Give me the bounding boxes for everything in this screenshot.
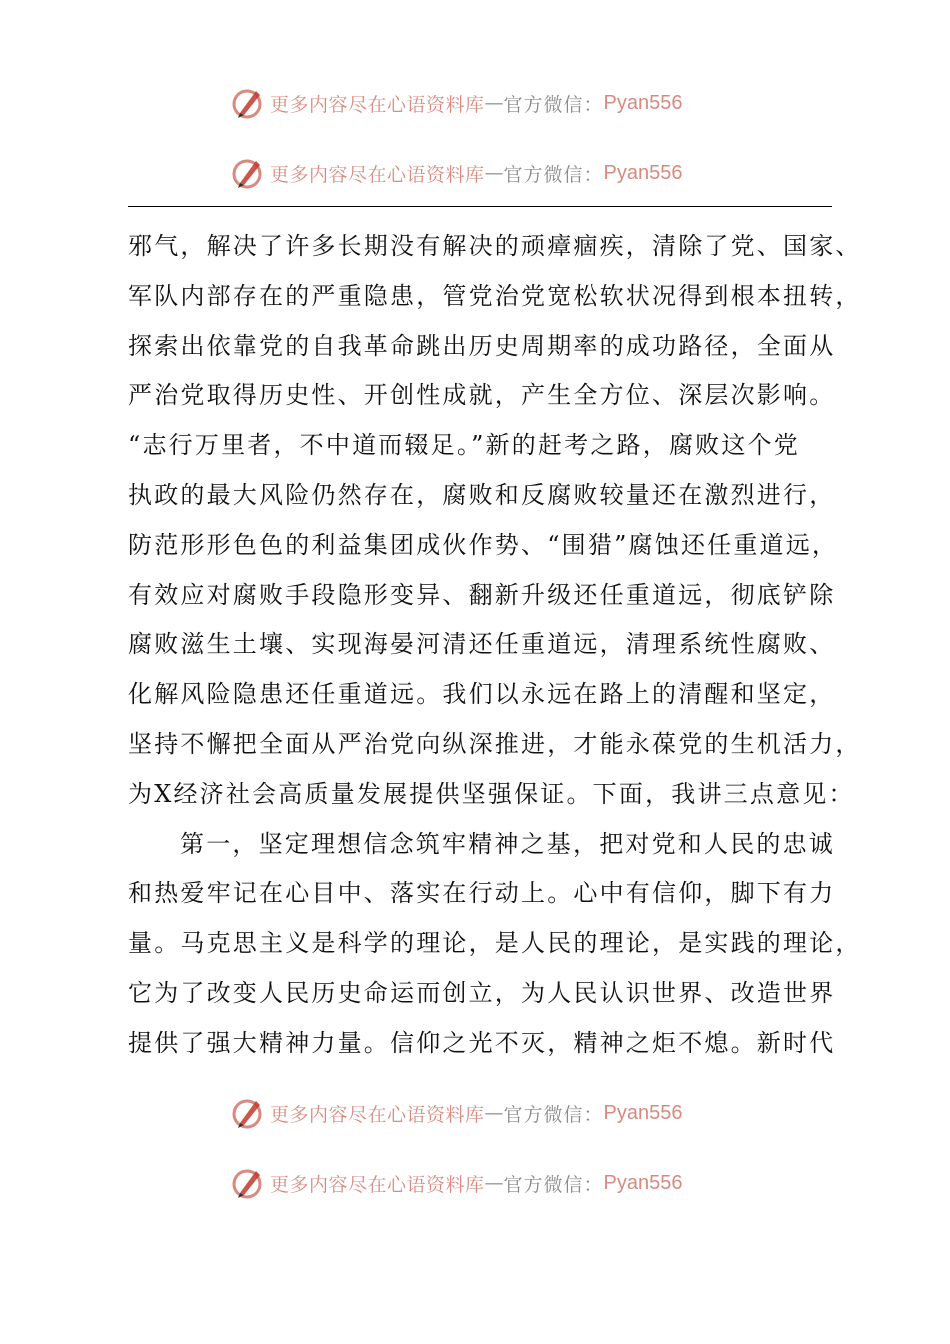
pen-nib-logo-icon	[230, 1095, 266, 1131]
pen-nib-logo-icon	[230, 1165, 266, 1201]
body-line: “志行万里者，不中道而辍足。”新的赶考之路，腐败这个党	[128, 431, 800, 460]
body-line: 有效应对腐败手段隐形变异、翻新升级还任重道远，彻底铲除	[128, 580, 836, 609]
watermark-dash: —	[484, 1102, 504, 1124]
watermark-wechat-label: 官方微信：	[503, 93, 604, 116]
watermark-banner-bottom-2	[230, 1165, 683, 1201]
watermark-dash: —	[484, 92, 504, 114]
body-line-paragraph-start: 第一，坚定理想信念筑牢精神之基，把对党和人民的忠诚	[180, 829, 835, 858]
body-line: 和热爱牢记在心目中、落实在行动上。心中有信仰，脚下有力	[128, 879, 836, 908]
watermark-text: 更多内容尽在心语资料库	[270, 1173, 485, 1196]
watermark-banner-bottom-1	[230, 1095, 683, 1131]
body-line: 量。马克思主义是科学的理论，是人民的理论，是实践的理论，	[128, 929, 862, 958]
pen-nib-logo-icon	[230, 85, 266, 121]
body-line: 提供了强大精神力量。信仰之光不灭，精神之炬不熄。新时代	[128, 1028, 836, 1057]
body-line: 为X经济社会高质量发展提供坚强保证。下面，我讲三点意见：	[128, 779, 855, 808]
watermark-text: 更多内容尽在心语资料库	[270, 1103, 485, 1126]
body-line: 执政的最大风险仍然存在，腐败和反腐败较量还在激烈进行，	[128, 480, 836, 509]
watermark-wechat-id: Pyan556	[603, 1101, 683, 1124]
header-rule	[128, 206, 832, 207]
watermark-wechat-label: 官方微信：	[503, 1103, 604, 1126]
body-line: 防范形形色色的利益集团成伙作势、“围猎”腐蚀还任重道远，	[128, 530, 839, 559]
body-line: 探索出依靠党的自我革命跳出历史周期率的成功路径，全面从	[128, 331, 836, 360]
watermark-banner-top-2	[230, 155, 683, 191]
body-line: 严治党取得历史性、开创性成就，产生全方位、深层次影响。	[128, 381, 836, 410]
body-line: 腐败滋生土壤、实现海晏河清还任重道远，清理系统性腐败、	[128, 630, 836, 659]
document-body	[128, 222, 862, 1069]
watermark-text: 更多内容尽在心语资料库	[270, 163, 485, 186]
watermark-dash: —	[484, 162, 504, 184]
watermark-wechat-id: Pyan556	[603, 161, 683, 184]
watermark-wechat-id: Pyan556	[603, 1171, 683, 1194]
watermark-text: 更多内容尽在心语资料库	[270, 93, 485, 116]
watermark-wechat-id: Pyan556	[603, 91, 683, 114]
watermark-wechat-label: 官方微信：	[503, 1173, 604, 1196]
body-line: 它为了改变人民历史命运而创立，为人民认识世界、改造世界	[128, 978, 836, 1007]
body-line: 坚持不懈把全面从严治党向纵深推进，才能永葆党的生机活力，	[128, 729, 862, 758]
body-line: 邪气，解决了许多长期没有解决的顽瘴痼疾，清除了党、国家、	[128, 232, 862, 260]
watermark-dash: —	[484, 1172, 504, 1194]
watermark-banner-top-1	[230, 85, 683, 121]
pen-nib-logo-icon	[230, 155, 266, 191]
watermark-wechat-label: 官方微信：	[503, 163, 604, 186]
body-line: 军队内部存在的严重隐患，管党治党宽松软状况得到根本扭转，	[128, 281, 862, 310]
body-line: 化解风险隐患还任重道远。我们以永远在路上的清醒和坚定，	[128, 680, 836, 709]
